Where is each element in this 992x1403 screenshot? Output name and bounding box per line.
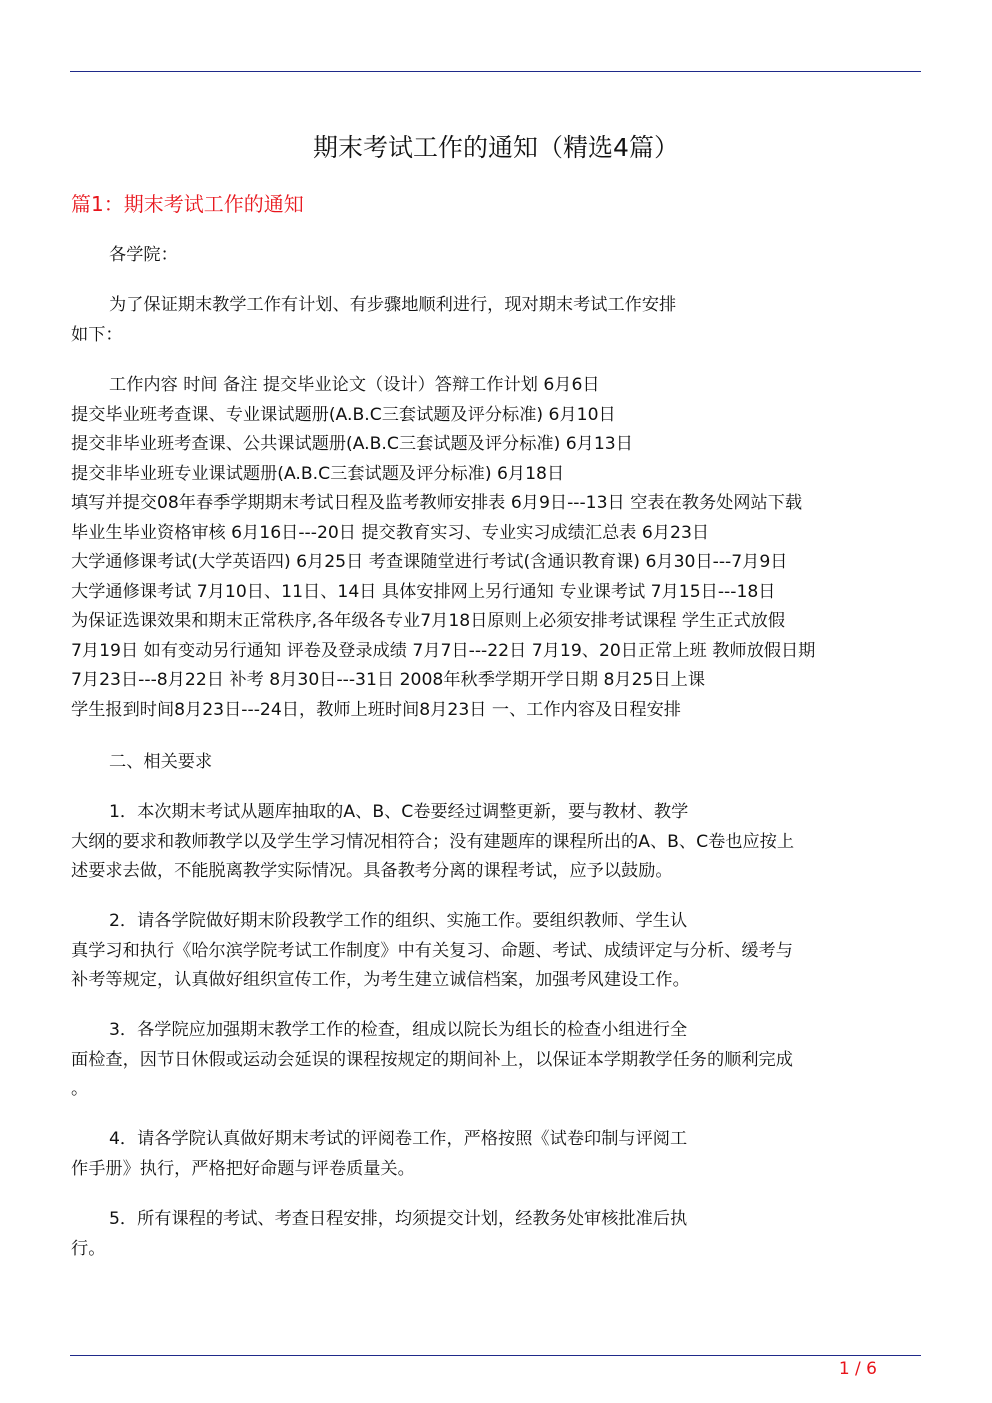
text-line: 。	[71, 1079, 89, 1099]
text-line: 提交非毕业班考查课、公共课试题册(A.B.C三套试题及评分标准) 6月13日	[71, 434, 633, 454]
header-rule	[70, 71, 921, 72]
text-line: 补考等规定，认真做好组织宣传工作，为考生建立诚信档案，加强考风建设工作。	[71, 970, 690, 990]
footer-rule	[70, 1355, 921, 1356]
text-line: 大纲的要求和教师教学以及学生学习情况相符合；没有建题库的课程所出的A、B、C卷也应按上	[71, 831, 795, 852]
text-line: 提交毕业班考查课、专业课试题册(A.B.C三套试题及评分标准) 6月10日	[71, 404, 616, 425]
paragraph-requirement-4	[71, 1125, 921, 1184]
text-line: 各学院：	[109, 245, 178, 265]
text-line: 3．各学院应加强期末教学工作的检查，组成以院长为组长的检查小组进行全	[109, 1020, 688, 1040]
paragraph-salutation	[71, 241, 921, 271]
text-line: 1．本次期末考试从题库抽取的A、B、C卷要经过调整更新，要与教材、教学	[109, 802, 689, 822]
paragraph-schedule	[71, 371, 921, 725]
text-line: 填写并提交08年春季学期期末考试日程及监考教师安排表 6月9日---13日 空表在教务处网站下载	[71, 493, 803, 513]
text-line: 大学通修课考试(大学英语四) 6月25日 考查课随堂进行考试(含通识教育课) 6月30日---7月9日	[71, 552, 788, 572]
page-number: 1 / 6	[838, 1359, 877, 1379]
paragraph-requirement-2	[71, 907, 921, 996]
document-title: 期末考试工作的通知（精选4篇）	[313, 133, 679, 162]
text-line: 提交非毕业班专业课试题册(A.B.C三套试题及评分标准) 6月18日	[71, 463, 565, 484]
text-line: 4．请各学院认真做好期末考试的评阅卷工作，严格按照《试卷印制与评阅工	[109, 1129, 688, 1149]
text-line: 真学习和执行《哈尔滨学院考试工作制度》中有关复习、命题、考试、成绩评定与分析、缓考与	[71, 940, 793, 961]
text-line: 为了保证期末教学工作有计划、有步骤地顺利进行，现对期末考试工作安排	[109, 295, 677, 315]
text-line: 5．所有课程的考试、考查日程安排，均须提交计划，经教务处审核批准后执	[109, 1209, 688, 1229]
text-line: 二、相关要求	[109, 752, 213, 772]
paragraph-requirement-1	[71, 798, 921, 887]
text-line: 毕业生毕业资格审核 6月16日---20日 提交教育实习、专业实习成绩汇总表 6月23日	[71, 522, 710, 543]
text-line: 为保证选课效果和期末正常秩序,各年级各专业7月18日原则上必须安排考试课程 学生正式放假	[71, 611, 786, 631]
paragraph-requirement-3	[71, 1016, 921, 1105]
text-line: 工作内容 时间 备注 提交毕业论文（设计）答辩工作计划 6月6日	[109, 375, 600, 395]
text-line: 如下：	[71, 324, 123, 345]
section-heading: 篇1：期末考试工作的通知	[71, 192, 304, 216]
text-line: 7月23日---8月22日 补考 8月30日---31日 2008年秋季学期开学日期 8月25日上课	[71, 670, 706, 690]
text-line: 2．请各学院做好期末阶段教学工作的组织、实施工作。要组织教师、学生认	[109, 911, 688, 931]
text-line: 面检查，因节日休假或运动会延误的课程按规定的期间补上，以保证本学期教学任务的顺利完成	[71, 1049, 793, 1070]
text-line: 学生报到时间8月23日---24日，教师上班时间8月23日 一、工作内容及日程安排	[71, 699, 681, 720]
text-line: 7月19日 如有变动另行通知 评卷及登录成绩 7月7日---22日 7月19、20日正常上班 教师放假日期	[71, 640, 816, 661]
text-line: 述要求去做，不能脱离教学实际情况。具备教考分离的课程考试，应予以鼓励。	[71, 861, 673, 881]
paragraph-requirements-heading	[71, 748, 921, 778]
paragraph-intro	[71, 291, 921, 350]
text-line: 行。	[71, 1238, 106, 1259]
text-line: 作手册》执行，严格把好命题与评卷质量关。	[71, 1158, 415, 1179]
paragraph-requirement-5	[71, 1205, 921, 1264]
text-line: 大学通修课考试 7月10日、11日、14日 具体安排网上另行通知 专业课考试 7月15日---18日	[71, 581, 776, 602]
